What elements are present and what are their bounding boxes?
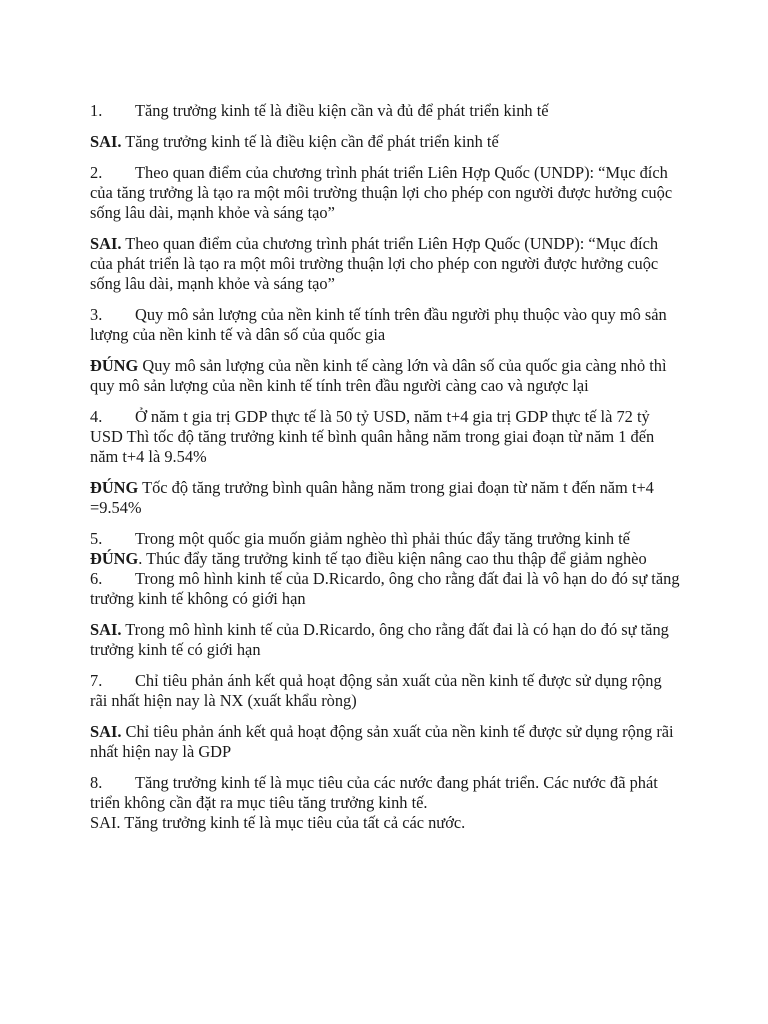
question-2 — [90, 163, 680, 223]
answer-verdict: SAI. — [90, 722, 122, 741]
question-number: 5. — [90, 529, 103, 548]
answer-text: Theo quan điểm của chương trình phát triển Liên Hợp Quốc (UNDP): “Mục đích của phát triển là tạo ra một môi trường thuận lợi cho phép con người được hưởng cuộc sống lâu dài, mạnh khỏe và sáng tạo” — [90, 234, 659, 293]
question-number: 6. — [90, 569, 103, 588]
question-number: 3. — [90, 305, 103, 324]
question-6 — [90, 569, 680, 609]
answer-verdict: ĐÚNG — [90, 549, 139, 568]
answer-verdict: SAI. — [90, 234, 122, 253]
question-7 — [90, 671, 680, 711]
answer-2 — [90, 234, 680, 294]
question-text: Tăng trưởng kinh tế là mục tiêu của các nước đang phát triển. Các nước đã phát triển không cần đặt ra mục tiêu tăng trưởng kinh tế. — [90, 773, 658, 812]
question-number: 2. — [90, 163, 103, 182]
question-number: 7. — [90, 671, 103, 690]
question-text: Chỉ tiêu phản ánh kết quả hoạt động sản xuất của nền kinh tế được sử dụng rộng rãi nhất hiện nay là NX (xuất khẩu ròng) — [90, 671, 662, 710]
answer-verdict: SAI. — [90, 132, 122, 151]
answer-4 — [90, 478, 680, 518]
question-1 — [90, 101, 680, 121]
question-number: 8. — [90, 773, 103, 792]
answer-text: Trong mô hình kinh tế của D.Ricardo, ông cho rằng đất đai là có hạn do đó sự tăng trưởng kinh tế có giới hạn — [90, 620, 669, 659]
answer-text: Tăng trưởng kinh tế là điều kiện cần để phát triển kinh tế — [121, 132, 499, 151]
question-text: Ở năm t gia trị GDP thực tế là 50 tỷ USD, năm t+4 gia trị GDP thực tế là 72 tỷ USD Thì tốc độ tăng trưởng kinh tế bình quân hằng năm trong giai đoạn từ năm 1 đến năm t+4 là 9.54% — [90, 407, 655, 466]
answer-text: Tốc độ tăng trưởng bình quân hằng năm trong giai đoạn từ năm t đến năm t+4 =9.54% — [90, 478, 654, 517]
answer-8 — [90, 813, 680, 833]
question-text: Tăng trưởng kinh tế là điều kiện cần và đủ để phát triển kinh tế — [135, 101, 549, 120]
answer-verdict: SAI. — [90, 620, 122, 639]
question-5 — [90, 529, 680, 549]
document-page — [90, 101, 680, 833]
answer-7 — [90, 722, 680, 762]
question-3 — [90, 305, 680, 345]
question-text: Trong mô hình kinh tế của D.Ricardo, ông cho rằng đất đai là vô hạn do đó sự tăng trưởng kinh tế không có giới hạn — [90, 569, 680, 608]
answer-verdict: ĐÚNG — [90, 478, 139, 497]
question-text: Theo quan điểm của chương trình phát triển Liên Hợp Quốc (UNDP): “Mục đích của tăng trưởng là tạo ra một môi trường thuận lợi cho phép con người được hưởng cuộc sống lâu dài, mạnh khỏe và sáng tạo” — [90, 163, 673, 222]
question-4 — [90, 407, 680, 467]
answer-text: Quy mô sản lượng của nền kinh tế càng lớn và dân số của quốc gia càng nhỏ thì quy mô sản lượng của nền kinh tế tính trên đầu người càng cao và ngược lại — [90, 356, 667, 395]
question-text: Quy mô sản lượng của nền kinh tế tính trên đầu người phụ thuộc vào quy mô sản lượng của nền kinh tế và dân số của quốc gia — [90, 305, 667, 344]
question-text: Trong một quốc gia muốn giảm nghèo thì phải thúc đẩy tăng trưởng kinh tế — [135, 529, 630, 548]
answer-6 — [90, 620, 680, 660]
answer-text: Chỉ tiêu phản ánh kết quả hoạt động sản xuất của nền kinh tế được sử dụng rộng rãi nhất hiện nay là GDP — [90, 722, 674, 761]
answer-5 — [90, 549, 680, 569]
question-number: 4. — [90, 407, 103, 426]
question-number: 1. — [90, 101, 103, 120]
answer-verdict: ĐÚNG — [90, 356, 139, 375]
answer-3 — [90, 356, 680, 396]
answer-text: SAI. Tăng trưởng kinh tế là mục tiêu của tất cả các nước. — [90, 813, 466, 832]
question-8 — [90, 773, 680, 813]
answer-1 — [90, 132, 680, 152]
answer-text: . Thúc đẩy tăng trưởng kinh tế tạo điều kiện nâng cao thu thập để giảm nghèo — [138, 549, 647, 568]
